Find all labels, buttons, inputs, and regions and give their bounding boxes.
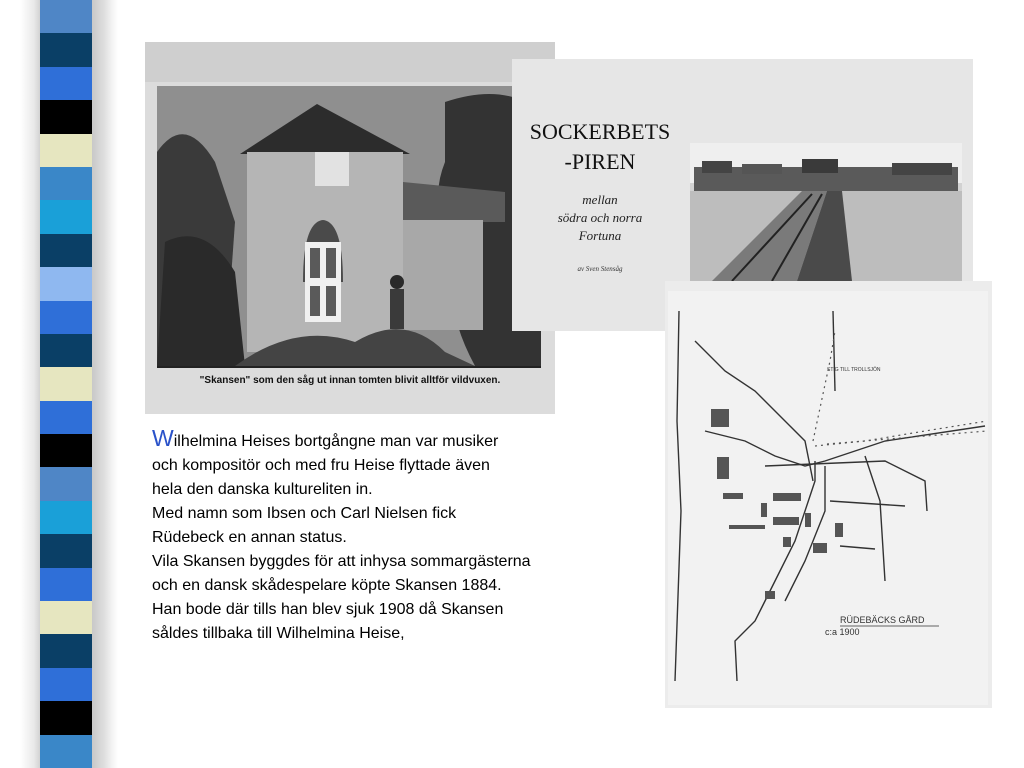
map-drawing <box>665 281 992 708</box>
text-line-5: Rüdebeck en annan status. <box>152 529 347 546</box>
pier-title-line2: -PIREN <box>564 149 636 174</box>
text-line-7: och en dansk skådespelare köpte Skansen 1884. <box>152 577 502 594</box>
map-road-label: STIG TILL TROLLSJÖN <box>827 367 881 373</box>
stripe-block <box>40 634 92 668</box>
drop-cap: W <box>152 425 174 451</box>
body-text <box>152 425 627 646</box>
stripe-block <box>40 735 92 768</box>
stripe-block <box>40 601 92 635</box>
stripe-block <box>40 100 92 134</box>
stripe-block <box>40 234 92 268</box>
stripe-block <box>40 33 92 67</box>
stripe-block <box>40 134 92 168</box>
pier-subtitle-line1: mellan <box>582 192 618 207</box>
stripe-block <box>40 668 92 702</box>
pier-image <box>690 143 962 281</box>
text-line-1-rest: ilhelmina Heises bortgångne man var musiker <box>173 433 499 450</box>
text-line-2: och kompositör och med fru Heise flyttade även <box>152 457 490 474</box>
text-line-8: Han bode där tills han blev sjuk 1908 då Skansen <box>152 601 504 618</box>
stripe-block <box>40 401 92 435</box>
text-line-9: såldes tillbaka till Wilhelmina Heise, <box>152 625 405 642</box>
pier-subtitle-line3: Fortuna <box>578 228 622 243</box>
text-line-4: Med namn som Ibsen och Carl Nielsen fick <box>152 505 457 522</box>
stripe-block <box>40 701 92 735</box>
decorative-stripe <box>40 0 92 768</box>
pier-author: av Sven Stensåg <box>577 265 623 273</box>
stripe-block <box>40 334 92 368</box>
skansen-caption: "Skansen" som den såg ut innan tomten blivit alltför vildvuxen. <box>199 375 501 386</box>
stripe-block <box>40 467 92 501</box>
stripe-block <box>40 367 92 401</box>
text-line-6: Vila Skansen byggdes för att inhysa sommargästerna <box>152 553 531 570</box>
stripe-block <box>40 301 92 335</box>
map-farm-label: RÜDEBÄCKS GÅRD <box>840 615 925 625</box>
stripe-block <box>40 501 92 535</box>
pier-title-line1: SOCKERBETS <box>529 119 671 144</box>
stripe-block <box>40 67 92 101</box>
text-line-1 <box>152 425 627 454</box>
stripe-block <box>40 200 92 234</box>
stripe-block <box>40 434 92 468</box>
stripe-block <box>40 267 92 301</box>
stripe-block <box>40 167 92 201</box>
text-line-3: hela den danska kultureliten in. <box>152 481 373 498</box>
stripe-block <box>40 568 92 602</box>
pier-subtitle-line2: södra och norra <box>557 210 643 225</box>
stripe-block <box>40 0 92 34</box>
skansen-photo <box>145 42 555 414</box>
stripe-block <box>40 534 92 568</box>
map-year-label: c:a 1900 <box>825 627 860 637</box>
